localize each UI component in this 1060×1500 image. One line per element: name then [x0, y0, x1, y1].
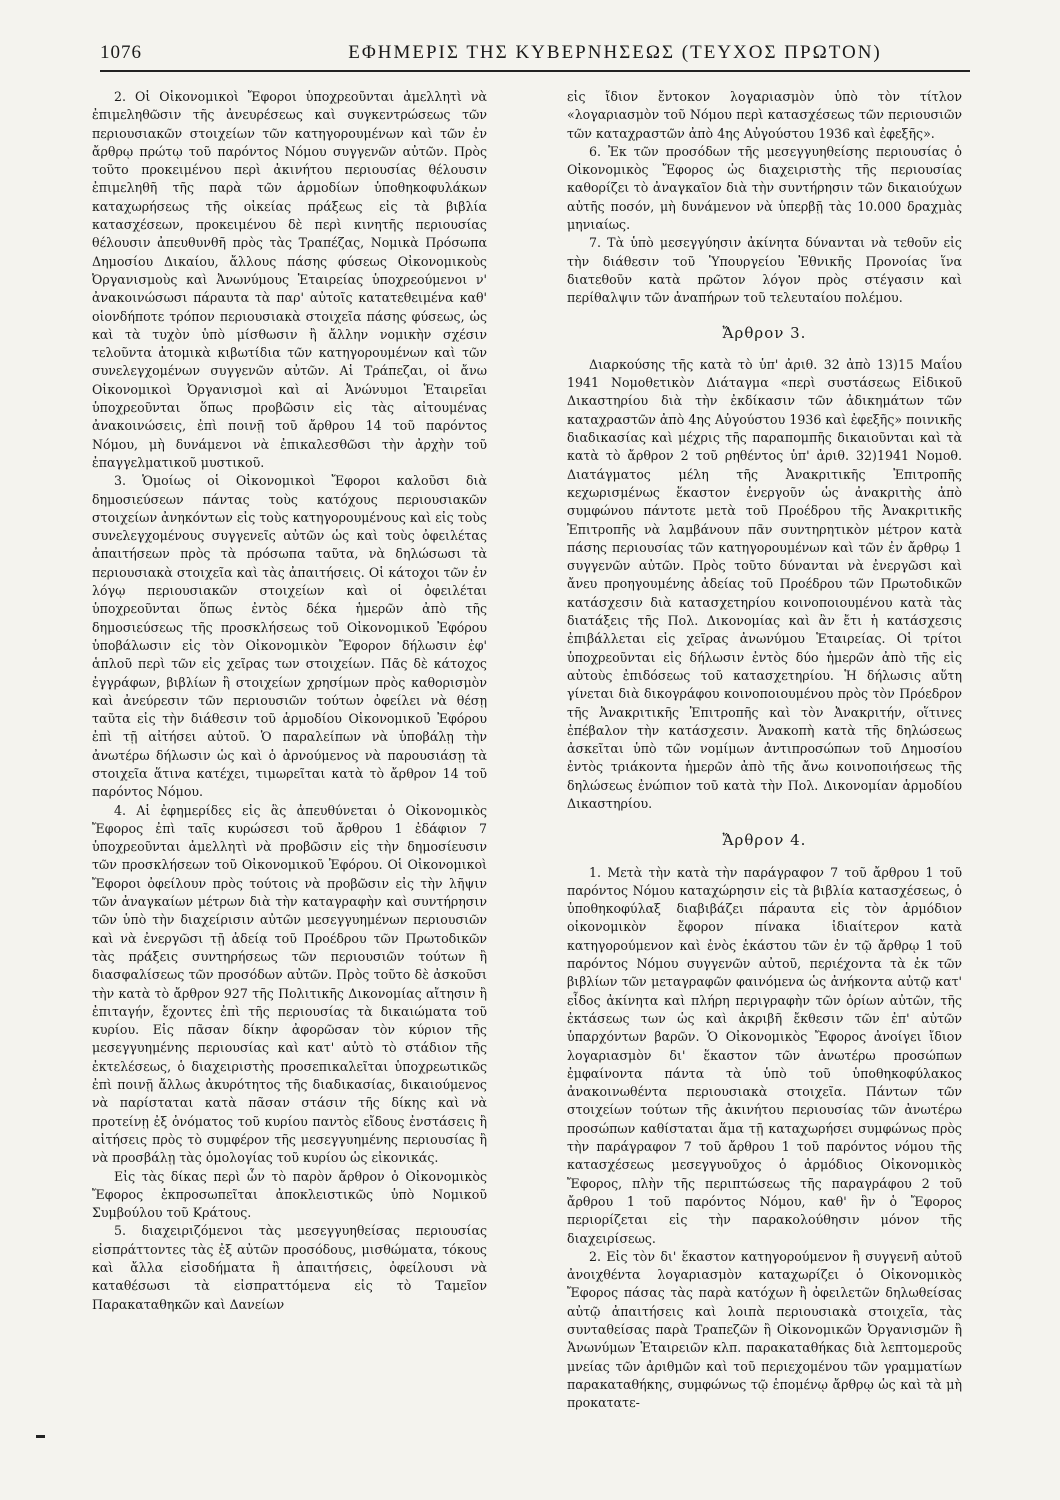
paragraph-art2-6: 6. Ἐκ τῶν προσόδων τῆς μεσεγγυηθείσης περιουσίας ὁ Οἰκονομικὸς Ἔφορος ὡς διαχειριστὴς τῆς περιουσίας καθορίζει τὸ ἀναγκαῖον διὰ τὴν συντήρησιν τῶν δικαιούχων αὐτῆς ποσόν, μὴ δυνάμενον νὰ ὑπερβῇ τὰς 10.000 δραχμὰς μηνιαίως.: [567, 143, 962, 233]
left-column: [92, 88, 487, 1314]
paragraph-art2-4b: Εἰς τὰς δίκας περὶ ὧν τὸ παρὸν ἄρθρον ὁ Οἰκονομικὸς Ἔφορος ἐκπροσωπεῖται ἀποκλειστικῶς ὑπὸ Νομικοῦ Συμβούλου τοῦ Κράτους.: [92, 1168, 487, 1221]
paragraph-art2-5-cont: εἰς ἴδιον ἔντοκον λογαριασμὸν ὑπὸ τὸν τίτλον «λογαριασμὸν τοῦ Νόμου περὶ κατασχέσεως τῶν περιουσιῶν τῶν καταχραστῶν ἀπὸ 4ης Αὐγούστου 1936 καὶ ἐφεξῆς».: [567, 89, 962, 141]
paragraph-art2-5: 5. διαχειριζόμενοι τὰς μεσεγγυηθείσας περιουσίας εἰσπράττοντες τὰς ἐξ αὐτῶν προσόδους, μισθώματα, τόκους καὶ ἄλλα εἰσοδήματα ἢ ἀπαιτήσεις, ὀφείλουσι νὰ καταθέσωσι τὰ εἰσπραττόμενα εἰς τὸ Ταμεῖον Παρακαταθηκῶν καὶ Δανείων: [92, 1223, 487, 1312]
margin-mark: [36, 1435, 45, 1438]
paragraph-art2-2: 2. Οἱ Οἰκονομικοὶ Ἔφοροι ὑποχρεοῦνται ἀμελλητὶ νὰ ἐπιμεληθῶσιν τῆς ἀνευρέσεως καὶ συγκεντρώσεως τῶν περιουσιακῶν στοιχείων τῶν κατηγορουμένων καὶ τῶν ἐν ἄρθρῳ πρώτῳ τοῦ παρόντος Νόμου συγγενῶν αὐτῶν. Πρὸς τοῦτο προκειμένου περὶ ἀκινήτου περιουσίας θέλουσιν ἐπιμεληθῆ τῆς παρὰ τῶν ἁρμοδίων ὑποθηκοφυλάκων καταχωρήσεως τῆς οἰκείας πράξεως εἰς τὰ βιβλία κατασχέσεων, προκειμένου δὲ περὶ κινητῆς περιουσίας θέλουσιν ἀπευθυνθῆ πρὸς τὰς Τραπέζας, Νομικὰ Πρόσωπα Δημοσίου Δικαίου, ἄλλους πάσης φύσεως Οἰκονομικοὺς Ὀργανισμοὺς καὶ Ἀνωνύμους Ἑταιρείας ὑποχρεούμενοι ν' ἀνακοινώσωσι πάραυτα τὰ παρ' αὐτοῖς κατατεθειμένα καθ' οἱονδήποτε τρόπον περιουσιακὰ στοιχεῖα πάσης φύσεως, ὡς καὶ τὰ τυχὸν ὑπὸ μίσθωσιν ἢ ἄλλην νομικὴν σχέσιν τελοῦντα ἀτομικὰ κιβωτίδια τῶν κατηγορουμένων καὶ τῶν συνελεγχομένων συγγενῶν αὐτῶν. Αἱ Τράπεζαι, οἱ ἄνω Οἰκονομικοὶ Ὀργανισμοὶ καὶ αἱ Ἀνώνυμοι Ἑταιρεῖαι ὑποχρεοῦνται ὅπως προβῶσιν εἰς τὰς αἰτουμένας ἀνακοινώσεις, ἐπὶ ποινῇ τοῦ ἄρθρου 14 τοῦ παρόντος Νόμου, μὴ δυνάμενοι νὰ ἐπικαλεσθῶσι τὴν ἀρχὴν τοῦ ἐπαγγελματικοῦ μυστικοῦ.: [92, 89, 487, 470]
page-header: [100, 40, 970, 72]
paragraph-art3: Διαρκούσης τῆς κατὰ τὸ ὑπ' ἀριθ. 32 ἀπὸ 13)15 Μαΐου 1941 Νομοθετικὸν Διάταγμα «περὶ συστάσεως Εἰδικοῦ Δικαστηρίου διὰ τὴν ἐκδίκασιν τῶν ἀδικημάτων τῶν καταχραστῶν ἀπὸ 4ης Αὐγούστου 1936 καὶ ἐφεξῆς» ποινικῆς διαδικασίας καὶ μέχρις τῆς παραπομπῆς δικαιοῦνται καὶ τὰ κατὰ τὸ ἄρθρον 2 τοῦ ρηθέντος ὑπ' ἀριθ. 32)1941 Νομοθ. Διατάγματος μέλη τῆς Ἀνακριτικῆς Ἐπιτροπῆς κεχωρισμένως ἕκαστον ἐνεργοῦν ὡς ἀνακριτὴς ἀπὸ συμφώνου πάντοτε μετὰ τοῦ Προέδρου τῆς Ἀνακριτικῆς Ἐπιτροπῆς νὰ λαμβάνουν πᾶν συντηρητικὸν μέτρον κατὰ πάσης περιουσίας τῶν κατηγορουμένων καὶ τῶν ἐν ἄρθρῳ 1 συγγενῶν αὐτῶν. Πρὸς τοῦτο δύνανται νὰ ἐνεργῶσι καὶ ἄνευ προηγουμένης ἀδείας τοῦ Προέδρου τῶν Πρωτοδικῶν κατάσχεσιν διὰ κατασχετηρίου κοινοποιουμένου κατὰ τὰς διατάξεις τῆς Πολ. Δικονομίας καὶ ἂν ἔτι ἡ κατάσχεσις ἐπιβάλλεται εἰς χεῖρας ἀνωνύμου Ἑταιρείας. Οἱ τρίτοι ὑποχρεοῦνται εἰς δήλωσιν ἐντὸς δύο ἡμερῶν ἀπὸ τῆς εἰς αὐτοὺς ἐπιδόσεως τοῦ κατασχετηρίου. Ἡ δήλωσις αὕτη γίνεται διὰ δικογράφου κοινοποιουμένου πρὸς τὸν Πρόεδρον τῆς Ἀνακριτικῆς Ἐπιτροπῆς καὶ τὸν Ἀνακριτήν, οἵτινες ἐπέβαλον τὴν κατάσχεσιν. Ἀνακοπὴ κατὰ τῆς δηλώσεως ἀσκεῖται ὑπὸ τῶν νομίμων ἀντιπροσώπων τοῦ Δημοσίου ἐντὸς τριάκοντα ἡμερῶν ἀπὸ τῆς ἄνω κοινοποιήσεως τῆς δηλώσεως ἐνώπιον τοῦ κατὰ τὴν Πολ. Δικονομίαν ἁρμοδίου Δικαστηρίου.: [567, 356, 962, 811]
page-number: 1076: [100, 42, 142, 63]
paragraph-art2-4: 4. Αἱ ἐφημερίδες εἰς ἃς ἀπευθύνεται ὁ Οἰκονομικὸς Ἔφορος ἐπὶ ταῖς κυρώσεσι τοῦ ἄρθρου 1 ἐδάφιον 7 ὑποχρεοῦνται ἀμελλητὶ νὰ προβῶσιν εἰς τὴν δημοσίευσιν τῶν προσκλήσεων τοῦ Οἰκονομικοῦ Ἐφόρου. Οἱ Οἰκονομικοὶ Ἔφοροι ὀφείλουν πρὸς τούτοις νὰ προβῶσιν εἰς τὴν λῆψιν τῶν ἀναγκαίων μέτρων διὰ τὴν καταγραφὴν καὶ συντήρησιν τῶν ὑπὸ τὴν διαχείρισιν αὐτῶν μεσεγγυημένων περιουσιῶν καὶ νὰ ἐνεργῶσι τῇ ἀδείᾳ τοῦ Προέδρου τῶν Πρωτοδικῶν τὰς πράξεις συντηρήσεως τῶν περιουσιῶν τούτων ἢ διασφαλίσεως τῶν προσόδων αὐτῶν. Πρὸς τοῦτο δὲ ἀσκοῦσι τὴν κατὰ τὸ ἄρθρον 927 τῆς Πολιτικῆς Δικονομίας αἴτησιν ἢ ἐπιταγήν, ἔχοντες ἐπὶ τῆς περιουσίας τὰ δικαιώματα τοῦ κυρίου. Εἰς πᾶσαν δίκην ἀφορῶσαν τὸν κύριον τῆς μεσεγγυημένης περιουσίας καὶ κατ' αὐτὸ τὸ στάδιον τῆς ἐκτελέσεως, ὁ διαχειριστὴς προσεπικαλεῖται ὑποχρεωτικῶς ἐπὶ ποινῇ ἄλλως ἀκυρότητος τῆς διαδικασίας, δικαιούμενος νὰ παρίσταται κατὰ πᾶσαν στάσιν τῆς δίκης καὶ νὰ προτείνῃ ἐξ ὀνόματος τοῦ κυρίου παντὸς εἴδους ἐνστάσεις ἢ αἰτήσεις πρὸς τὸ συμφέρον τῆς μεσεγγυημένης περιουσίας ἢ νὰ προσβάλῃ τὰς ὁμολογίας τοῦ κυρίου ὡς εἰκονικάς.: [92, 802, 487, 1166]
article-4-heading: Ἄρθρον 4.: [722, 831, 807, 850]
journal-title: ΕΦΗΜΕΡΙΣ ΤΗΣ ΚΥΒΕΡΝΗΣΕΩΣ (ΤΕΥΧΟΣ ΠΡΩΤΟΝ): [348, 42, 882, 63]
paragraph-art2-3: 3. Ὁμοίως οἱ Οἰκονομικοὶ Ἔφοροι καλοῦσι διὰ δημοσιεύσεων πάντας τοὺς κατόχους περιουσιακῶν στοιχείων ἀνηκόντων εἰς τοὺς κατηγορουμένους καὶ εἰς τοὺς συνελεγχομένους συγγενεῖς αὐτῶν ὡς καὶ τοὺς ὀφειλέτας ἀπαιτήσεων πρὸς τὰ πρόσωπα ταῦτα, νὰ δηλώσωσι τὰ περιουσιακὰ στοιχεῖα καὶ τὰς ἀπαιτήσεις. Οἱ κάτοχοι τῶν ἐν λόγῳ περιουσιακῶν στοιχείων καὶ οἱ ὀφειλέται ὑποχρεοῦνται ὅπως ἐντὸς δέκα ἡμερῶν ἀπὸ τῆς δημοσιεύσεως τῆς προσκλήσεως τοῦ Οἰκονομικοῦ Ἐφόρου ὑποβάλωσιν εἰς τὸν Οἰκονομικὸν Ἔφορον δήλωσιν ἐφ' ἁπλοῦ περὶ τῶν εἰς χεῖρας των στοιχείων. Πᾶς δὲ κάτοχος ἐγγράφων, βιβλίων ἢ στοιχείων χρησίμων πρὸς καθορισμὸν καὶ ἀνεύρεσιν τῶν περιουσιῶν τούτων ὀφείλει νὰ θέσῃ ταῦτα εἰς τὴν διάθεσιν τοῦ ἁρμοδίου Οἰκονομικοῦ Ἐφόρου ἐπὶ τῇ αἰτήσει αὐτοῦ. Ὁ παραλείπων νὰ ὑποβάλῃ τὴν ἀνωτέρω δήλωσιν ὡς καὶ ὁ ἀρνούμενος νὰ παρουσιάσῃ τὰ στοιχεῖα ἅτινα κατέχει, τιμωρεῖται κατὰ τὸ ἄρθρον 14 τοῦ παρόντος Νόμου.: [92, 473, 487, 800]
article-3-heading: Ἄρθρον 3.: [722, 323, 807, 342]
paragraph-art4-1: 1. Μετὰ τὴν κατὰ τὴν παράγραφον 7 τοῦ ἄρθρου 1 τοῦ παρόντος Νόμου καταχώρησιν εἰς τὰ βιβλία κατασχέσεως, ὁ ὑποθηκοφύλαξ διαβιβάζει πάραυτα εἰς τὸν ἁρμόδιον οἰκονομικὸν ἔφορον πίνακα ἰδιαίτερον κατὰ κατηγορούμενον καὶ ἑνὸς ἑκάστου τῶν ἐν τῷ ἄρθρῳ 1 τοῦ παρόντος Νόμου συγγενῶν αὐτοῦ, περιέχοντα τὰ ἐκ τῶν βιβλίων τῶν μεταγραφῶν φαινόμενα ὡς ἀνήκοντα αὐτῷ κατ' εἶδος ἀκίνητα καὶ πλήρη περιγραφὴν τῶν ὁρίων αὐτῶν, τῆς ἐκτάσεως των ὡς καὶ ἀκριβῆ ἔκθεσιν τῶν ἐπ' αὐτῶν ὑπαρχόντων βαρῶν. Ὁ Οἰκονομικὸς Ἔφορος ἀνοίγει ἴδιον λογαριασμὸν δι' ἕκαστον τῶν ἀνωτέρω προσώπων ἐμφαίνοντα πάντα τὰ ὑπὸ τοῦ ὑποθηκοφύλακος ἀνακοινωθέντα περιουσιακὰ στοιχεῖα. Πάντων τῶν στοιχείων τούτων τῆς ἀκινήτου περιουσίας τῶν ἀνωτέρω προσώπων καθίσταται ἅμα τῇ καταχωρήσει συμφώνως πρὸς τὴν παράγραφον 7 τοῦ ἄρθρου 1 τοῦ παρόντος νόμου τῆς κατασχέσεως μεσεγγυοῦχος ὁ ἁρμόδιος Οἰκονομικὸς Ἔφορος, πλὴν τῆς περιπτώσεως τῆς παραγράφου 2 τοῦ ἄρθρου 1 τοῦ παρόντος Νόμου, καθ' ἣν ὁ Ἔφορος περιορίζεται εἰς τὴν παρακολούθησιν μόνον τῆς διαχειρίσεως.: [567, 864, 962, 1246]
paragraph-art2-7: 7. Τὰ ὑπὸ μεσεγγύησιν ἀκίνητα δύνανται νὰ τεθοῦν εἰς τὴν διάθεσιν τοῦ Ὑπουργείου Ἐθνικῆς Προνοίας ἵνα διατεθοῦν κατὰ πρῶτον λόγον πρὸς στέγασιν καὶ περίθαλψιν τῶν ἀναπήρων τοῦ τελευταίου πολέμου.: [567, 235, 962, 306]
right-column: [567, 88, 962, 1412]
paragraph-art4-2: 2. Εἰς τὸν δι' ἕκαστον κατηγορούμενον ἢ συγγενῆ αὐτοῦ ἀνοιχθέντα λογαριασμὸν καταχωρίζει ὁ Οἰκονομικὸς Ἔφορος πάσας τὰς παρὰ κατόχων ἢ ὀφειλετῶν δηλωθείσας αὐτῷ ἀπαιτήσεις καὶ λοιπὰ περιουσιακὰ στοιχεῖα, τὰς συνταθείσας παρὰ Τραπεζῶν ἢ Οἰκονομικῶν Ὀργανισμῶν ἢ Ἀνωνύμων Ἑταιρειῶν κλπ. παρακαταθήκας διὰ λεπτομεροῦς μνείας τῶν ἀριθμῶν καὶ τοῦ περιεχομένου τῶν γραμματίων παρακαταθήκης, συμφώνως τῷ ἑπομένῳ ἄρθρῳ ὡς καὶ τὰ μὴ προκατατε-: [567, 1248, 962, 1411]
